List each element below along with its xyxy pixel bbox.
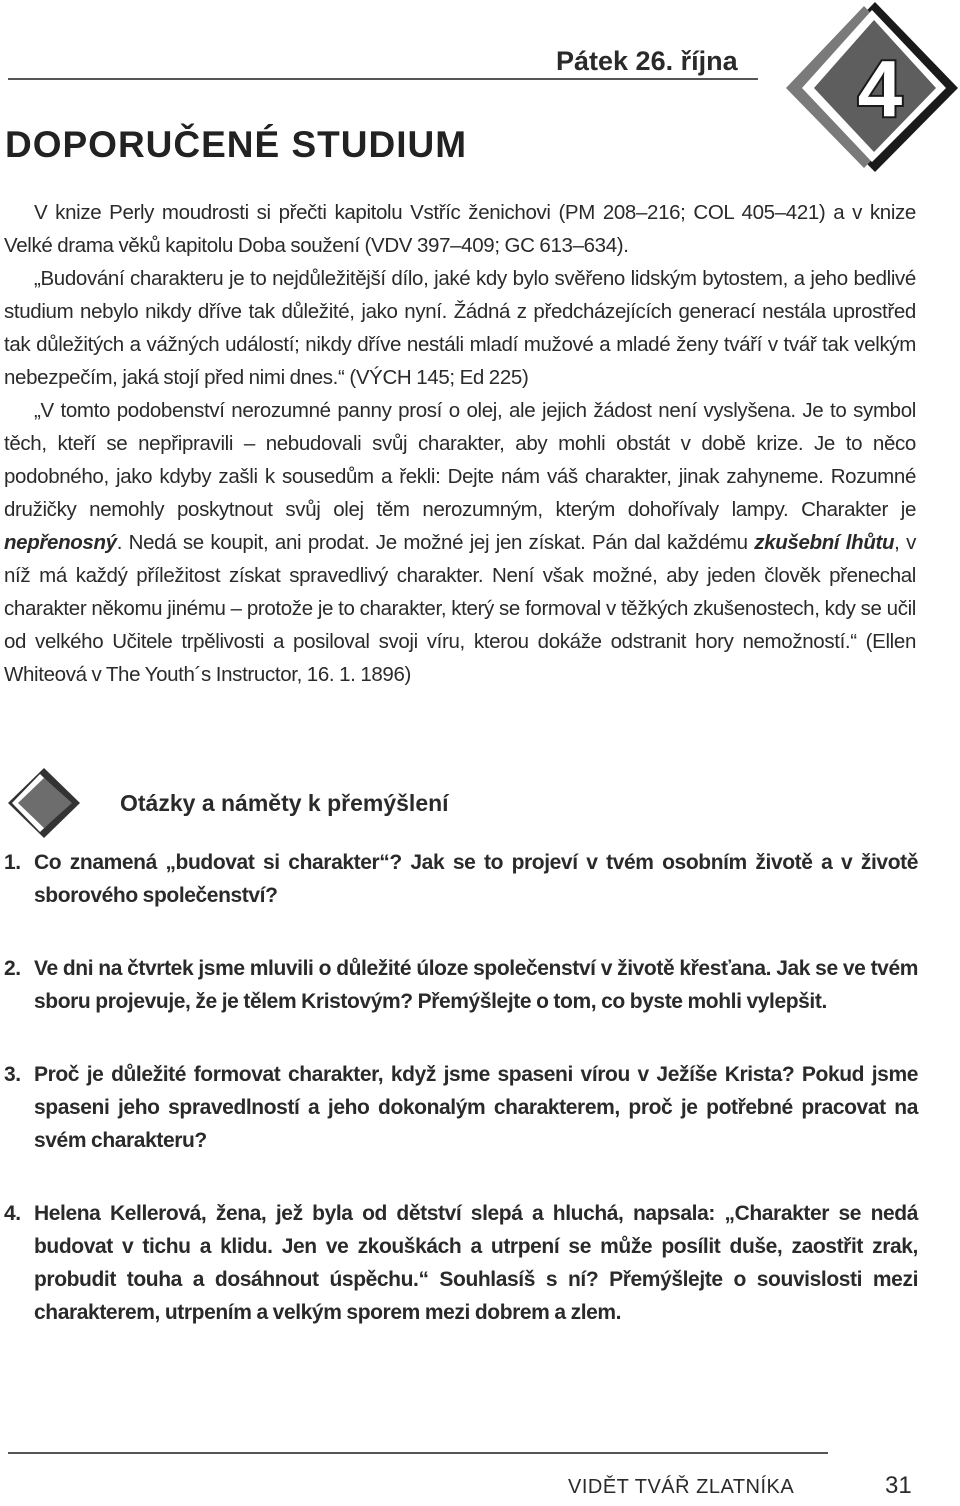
footer-title: VIDĚT TVÁŘ ZLATNÍKA <box>568 1476 795 1498</box>
question-number: 1. <box>4 851 21 874</box>
reading-assignment: V knize Perly moudrosti si přečti kapitolu Vstříc ženichovi (PM 208–216; COL 405–421) a v knize Velké drama věků kapitolu Doba soužení (VDV 397–409; GC 613–634). <box>4 201 916 257</box>
emphasis-zkusebni-lhuta: zkušební lhůtu <box>754 531 895 554</box>
lesson-date: Pátek 26. října <box>556 46 738 76</box>
quote-paragraph-1: „Budování charakteru je to nejdůležitější dílo, jaké kdy bylo svěřeno lidským bytostem, a jeho bedlivé studium nebylo nikdy dříve tak důležité, jako nyní. Žádná z předcházejících generací nestála uprostřed tak důležitých a vážných událostí; nikdy dříve nestáli mladí mužové a mladé ženy tváří v tvář tak velkým nebezpečím, jaká stojí před nimi dnes.“ (VÝCH 145; Ed 225) <box>4 267 916 389</box>
question-text: Helena Kellerová, žena, jež byla od dětství slepá a hluchá, napsala: „Charakter se nedá budovat v tichu a klidu. Jen ve zkouškách a utrpení se může posílit duše, zaostřit zrak, probudit touha a dosáhnout úspěchu.“ Souhlasíš s ní? Přemýšlejte o souvislosti mezi charakterem, utrpením a velkým sporem mezi dobrem a zlem. <box>34 1202 918 1324</box>
emphasis-nonpreneosny: nepřenosný <box>4 531 117 554</box>
question-item <box>4 1197 918 1329</box>
question-number: 2. <box>4 957 21 980</box>
lesson-number: 4 <box>857 44 903 133</box>
questions-diamond-icon <box>4 768 84 838</box>
quote-paragraph-2: „V tomto podobenství nerozumné panny prosí o olej, ale jejich žádost není vyslyšena. Je to symbol těch, kteří se nepřipravili – nebudovali svůj charakter, aby mohli obstát v době krize. Je to něco podobného, jako kdyby zašli k sousedům a řekli: Dejte nám váš charakter, jinak zahyneme. Rozumné družičky nemohly poskytnout svůj olej těm nerozumným, kterým dohořívaly lampy. Charakter je nepřenosný. Nedá se koupit, ani prodat. Je možné jej jen získat. Pán dal každému zkušební lhůtu, v níž má každý příležitost získat spravedlivý charakter. Není však možné, aby jeden člověk přenechal charakter někomu jinému – protože je to charakter, který se formoval v těžkých zkušenostech, kdy se učil od velkého Učitele trpělivosti a posiloval svoji víru, kterou dokáže odstranit hory nemožností.“ (Ellen Whiteová v The Youth´s Instructor, 16. 1. 1896) <box>4 399 916 686</box>
question-item <box>4 1058 918 1157</box>
question-item <box>4 846 918 912</box>
header-rule <box>8 78 758 80</box>
question-item <box>4 952 918 1018</box>
question-text: Ve dni na čtvrtek jsme mluvili o důležité úloze společenství v životě křesťana. Jak se ve tvém sboru projevuje, že je tělem Kristovým? Přemýšlejte o tom, co byste mohli vylepšit. <box>34 957 918 1013</box>
question-number: 3. <box>4 1063 21 1086</box>
question-number: 4. <box>4 1202 21 1225</box>
section-title: DOPORUČENÉ STUDIUM <box>5 124 468 165</box>
question-text: Proč je důležité formovat charakter, když jsme spaseni vírou v Ježíše Krista? Pokud jsme spaseni jeho spravedlností a jeho dokonalým charakterem, proč je potřebné pracovat na svém charakteru? <box>34 1063 918 1152</box>
lesson-number-badge <box>760 0 960 180</box>
reading-text <box>4 196 916 691</box>
page-number: 31 <box>885 1472 912 1499</box>
question-text: Co znamená „budovat si charakter“? Jak se to projeví v tvém osobním životě a v životě sborového společenství? <box>34 851 918 907</box>
questions-list <box>4 846 918 1329</box>
footer-rule <box>8 1452 828 1454</box>
questions-title: Otázky a náměty k přemýšlení <box>120 790 449 816</box>
